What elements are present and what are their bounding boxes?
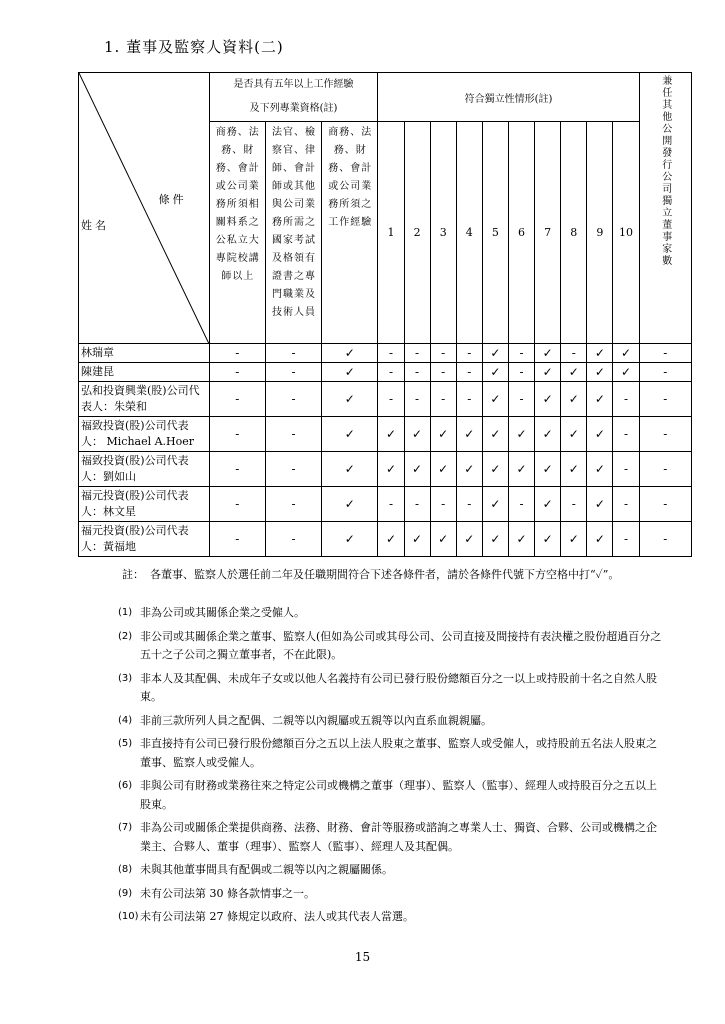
table-cell: - <box>378 344 404 363</box>
list-item <box>118 604 666 623</box>
table-cell: - <box>639 382 691 417</box>
table-cell: ✓ <box>587 363 613 382</box>
director-name: 福元投資(股)公司代表人：黃福地 <box>79 522 210 557</box>
list-item <box>118 861 666 880</box>
directors-table <box>78 72 692 557</box>
table-cell: ✓ <box>456 452 482 487</box>
independence-number-1: 1 <box>378 122 404 344</box>
table-cell: - <box>613 382 639 417</box>
table-cell: - <box>378 363 404 382</box>
table-cell: ✓ <box>482 363 508 382</box>
concurrent-header: 兼任其他公開發行公司獨立董事家數 <box>639 73 691 344</box>
table-row <box>79 344 692 363</box>
table-cell: - <box>508 344 534 363</box>
table-cell: - <box>404 382 430 417</box>
table-row <box>79 382 692 417</box>
table-cell: ✓ <box>404 522 430 557</box>
table-cell: - <box>456 363 482 382</box>
table-cell: ✓ <box>322 363 378 382</box>
list-item <box>118 885 666 904</box>
list-item-number: (4) <box>118 714 133 726</box>
independence-number-9: 9 <box>587 122 613 344</box>
table-cell: - <box>639 344 691 363</box>
table-cell: - <box>456 344 482 363</box>
table-cell: - <box>209 382 265 417</box>
list-item-text: 非直接持有公司已發行股份總額百分之五以上法人股東之董事、監察人或受僱人，或持股前五名法人股東之董事、監察人或受僱人。 <box>140 737 657 769</box>
table-cell: - <box>209 363 265 382</box>
table-cell: - <box>265 344 321 363</box>
table-cell: - <box>378 487 404 522</box>
independence-number-6: 6 <box>508 122 534 344</box>
table-cell: ✓ <box>482 452 508 487</box>
list-item-number: (5) <box>118 738 133 749</box>
table-cell: ✓ <box>322 452 378 487</box>
table-cell: ✓ <box>561 363 587 382</box>
director-name: 林瑞章 <box>79 344 210 363</box>
table-cell: - <box>508 382 534 417</box>
table-cell: ✓ <box>430 452 456 487</box>
condition-list <box>118 604 666 932</box>
table-cell: ✓ <box>587 452 613 487</box>
table-cell: - <box>209 417 265 452</box>
table-cell: ✓ <box>378 522 404 557</box>
independence-number-7: 7 <box>535 122 561 344</box>
corner-name-label: 姓名 <box>81 219 109 232</box>
table-row <box>79 417 692 452</box>
table-cell: ✓ <box>508 522 534 557</box>
list-item-text: 非前三款所列人員之配偶、二親等以內親屬或五親等以內直系血親親屬。 <box>140 713 492 727</box>
list-item <box>118 735 666 772</box>
table-cell: ✓ <box>587 522 613 557</box>
table-cell: ✓ <box>378 417 404 452</box>
table-row <box>79 452 692 487</box>
diagonal-line <box>79 73 209 343</box>
table-cell: - <box>456 382 482 417</box>
table-cell: ✓ <box>561 382 587 417</box>
table-cell: ✓ <box>430 417 456 452</box>
section-title: 1. 董事及監察人資料(二) <box>104 38 284 56</box>
list-item-text: 非為公司或關係企業提供商務、法務、財務、會計等服務或諮詢之專業人士、獨資、合夥、公司或機構之企業主、合夥人、董事（理事）、監察人（監事）、經理人及其配偶。 <box>140 821 657 853</box>
table-cell: ✓ <box>561 452 587 487</box>
table-cell: ✓ <box>378 452 404 487</box>
table-cell: - <box>639 487 691 522</box>
footnote <box>122 566 667 584</box>
table-cell: - <box>430 344 456 363</box>
table-cell: ✓ <box>561 417 587 452</box>
corner-condition-label: 條件 <box>158 193 187 206</box>
list-item-text: 未有公司法第 27 條規定以政府、法人或其代表人當選。 <box>140 910 414 923</box>
table-cell: - <box>561 344 587 363</box>
table-cell: - <box>404 344 430 363</box>
footnote-text: 各董事、監察人於選任前二年及任職期間符合下述各條件者，請於各條件代號下方空格中打“✓”。 <box>150 568 620 581</box>
table-cell: ✓ <box>482 382 508 417</box>
table-cell: - <box>265 382 321 417</box>
qual-column-2: 法官、檢察官、律師、會計師或其他與公司業務所需之國家考試及格領有證書之專門職業及技術人員 <box>265 122 321 344</box>
table-cell: - <box>265 417 321 452</box>
director-name: 福致投資(股)公司代表人：劉如山 <box>79 452 210 487</box>
table-cell: - <box>265 487 321 522</box>
table-cell: ✓ <box>404 452 430 487</box>
table-cell: - <box>508 487 534 522</box>
table-cell: - <box>613 417 639 452</box>
list-item <box>118 670 666 707</box>
director-name: 福致投資(股)公司代表人： Michael A.Hoer <box>79 417 210 452</box>
table-cell: ✓ <box>322 417 378 452</box>
table-cell: ✓ <box>430 522 456 557</box>
table-cell: ✓ <box>482 344 508 363</box>
table-cell: ✓ <box>587 382 613 417</box>
independence-number-4: 4 <box>456 122 482 344</box>
list-item-text: 未與其他董事間具有配偶或二親等以內之親屬關係。 <box>140 863 393 876</box>
list-item-number: (3) <box>118 672 133 684</box>
list-item-number: (2) <box>118 630 133 642</box>
independence-header: 符合獨立性情形(註) <box>378 73 639 122</box>
list-item <box>118 712 666 731</box>
table-cell: - <box>209 487 265 522</box>
table-cell: - <box>209 522 265 557</box>
independence-number-10: 10 <box>613 122 639 344</box>
table-cell: ✓ <box>482 487 508 522</box>
table-cell: ✓ <box>535 382 561 417</box>
table-row <box>79 363 692 382</box>
table-cell: - <box>456 487 482 522</box>
table-cell: ✓ <box>322 522 378 557</box>
table-cell: ✓ <box>404 417 430 452</box>
table-cell: ✓ <box>482 522 508 557</box>
director-name: 福元投資(股)公司代表人：林文星 <box>79 487 210 522</box>
table-cell: ✓ <box>535 344 561 363</box>
list-item-number: (1) <box>118 607 133 618</box>
table-cell: ✓ <box>482 417 508 452</box>
table-cell: - <box>613 487 639 522</box>
list-item-number: (8) <box>118 864 133 875</box>
list-item-number: (10) <box>118 911 139 922</box>
table-cell: - <box>404 487 430 522</box>
qual-column-3: 商務、法務、財務、會計或公司業務所須之工作經驗 <box>322 122 378 344</box>
table-row <box>79 522 692 557</box>
table-cell: ✓ <box>535 522 561 557</box>
list-item <box>118 628 666 665</box>
table-cell: ✓ <box>561 522 587 557</box>
table-cell: ✓ <box>508 452 534 487</box>
table-cell: - <box>265 363 321 382</box>
table-cell: - <box>613 522 639 557</box>
table-cell: ✓ <box>587 487 613 522</box>
table-cell: ✓ <box>322 344 378 363</box>
list-item <box>118 777 666 814</box>
table-cell: - <box>209 452 265 487</box>
table-cell: ✓ <box>456 417 482 452</box>
table-cell: ✓ <box>322 382 378 417</box>
independence-number-2: 2 <box>404 122 430 344</box>
experience-header: 是否具有五年以上工作經驗 及下列專業資格(註) <box>209 73 378 122</box>
list-item <box>118 819 666 856</box>
list-item-text: 非與公司有財務或業務往來之特定公司或機構之董事（理事）、監察人（監事）、經理人或持股百分之五以上股東。 <box>140 779 657 811</box>
table-cell: - <box>430 382 456 417</box>
director-name: 弘和投資興業(股)公司代表人：朱榮和 <box>79 382 210 417</box>
table-cell: - <box>209 344 265 363</box>
table-cell: ✓ <box>535 452 561 487</box>
list-item-number: (7) <box>118 822 133 833</box>
table-cell: - <box>639 363 691 382</box>
table-cell: ✓ <box>456 522 482 557</box>
independence-number-8: 8 <box>561 122 587 344</box>
list-item-text: 非為公司或其關係企業之受僱人。 <box>140 606 305 619</box>
page-number: 15 <box>354 950 371 964</box>
list-item-text: 未有公司法第 30 條各款情事之一。 <box>140 886 315 900</box>
table-cell: - <box>404 363 430 382</box>
list-item-text: 非本人及其配偶、未成年子女或以他人名義持有公司已發行股份總額百分之一以上或持股前十名之自然人股東。 <box>140 671 657 703</box>
table-cell: ✓ <box>322 487 378 522</box>
table-cell: - <box>430 487 456 522</box>
table-cell: - <box>561 487 587 522</box>
footnote-label: 註： <box>122 568 144 581</box>
table-cell: ✓ <box>587 344 613 363</box>
table-cell: ✓ <box>535 487 561 522</box>
table-row <box>79 487 692 522</box>
table-cell: - <box>265 522 321 557</box>
table-cell: - <box>265 452 321 487</box>
table-cell: - <box>639 452 691 487</box>
independence-number-3: 3 <box>430 122 456 344</box>
table-cell: ✓ <box>508 417 534 452</box>
director-name: 陳建昆 <box>79 363 210 382</box>
table-cell: - <box>508 363 534 382</box>
table-cell: - <box>378 382 404 417</box>
list-item-number: (9) <box>118 887 133 899</box>
list-item-number: (6) <box>118 780 133 791</box>
list-item-text: 非公司或其關係企業之董事、監察人(但如為公司或其母公司、公司直接及間接持有表決權之股份超過百分之五十之子公司之獨立董事者，不在此限)。 <box>140 629 662 661</box>
independence-number-5: 5 <box>482 122 508 344</box>
table-cell: - <box>639 522 691 557</box>
table-cell: ✓ <box>613 344 639 363</box>
table-cell: - <box>639 417 691 452</box>
table-cell: ✓ <box>535 363 561 382</box>
table-cell: ✓ <box>535 417 561 452</box>
list-item <box>118 908 666 927</box>
table-cell: ✓ <box>613 363 639 382</box>
table-cell: - <box>430 363 456 382</box>
table-cell: ✓ <box>587 417 613 452</box>
table-cell: - <box>613 452 639 487</box>
corner-header <box>79 73 210 344</box>
qual-column-1: 商務、法務、財務、會計或公司業務所須相關料系之公私立大專院校講師以上 <box>209 122 265 344</box>
